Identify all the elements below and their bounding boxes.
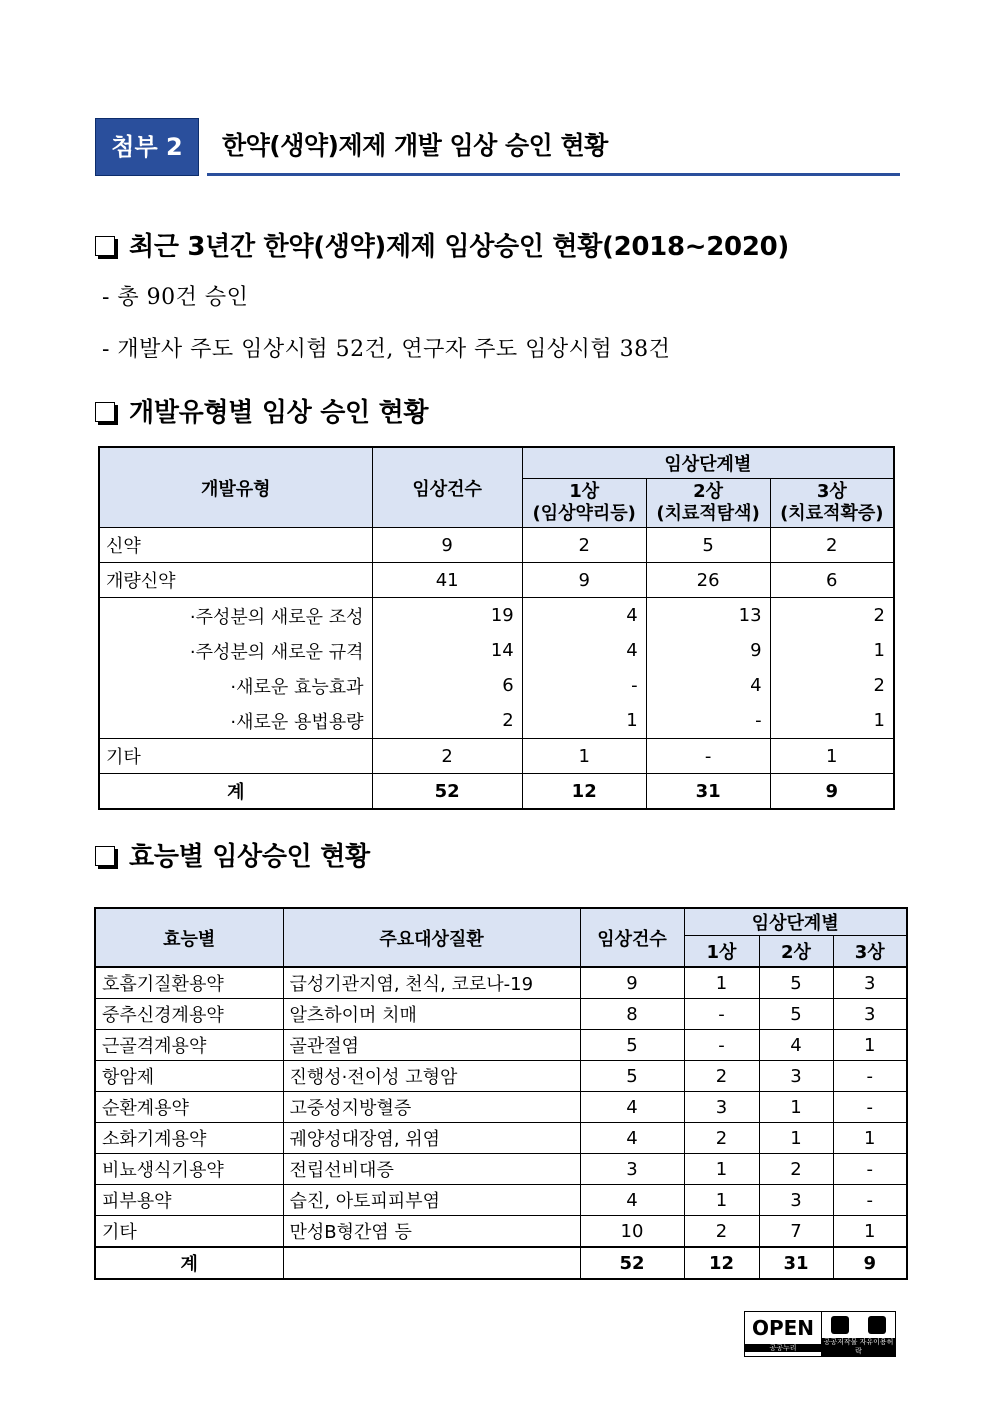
checkbox-icon	[95, 402, 115, 422]
table-total-row: 계 52 12 31 9	[99, 774, 894, 810]
header-efficacy: 효능별	[95, 908, 283, 967]
table-row: ·새로운 효능효과 6 - 4 2	[99, 668, 894, 703]
table-row: 항암제 진행성·전이성 고형암 5 2 3 -	[95, 1061, 907, 1092]
dev-type-table	[98, 446, 895, 810]
header-phase3: 3상 (치료적확증)	[770, 479, 894, 528]
license-text: 공공저작물 자유이용허락	[823, 1338, 894, 1355]
header-phase: 임상단계별	[522, 447, 894, 479]
table-row: 근골격계용약 골관절염 5 - 4 1	[95, 1030, 907, 1061]
table-row: 중추신경계용약 알츠하이머 치매 8 - 5 3	[95, 999, 907, 1030]
title-underline	[207, 173, 900, 176]
header-phase2: 2상 (치료적탐색)	[646, 479, 770, 528]
table-row: ·주성분의 새로운 조성 19 4 13 2	[99, 598, 894, 634]
attachment-badge: 첨부 2	[95, 118, 199, 176]
header-phase3: 3상	[833, 936, 907, 968]
table-row: 개량신약 41 9 26 6	[99, 563, 894, 598]
checkbox-icon	[95, 846, 115, 866]
header-phase1: 1상	[684, 936, 759, 968]
table-row: 기타 2 1 - 1	[99, 739, 894, 774]
section3-heading	[95, 836, 370, 873]
header-phase: 임상단계별	[684, 908, 907, 936]
section2-heading	[95, 392, 428, 429]
header-dev-type: 개발유형	[99, 447, 372, 528]
table-row: 신약 9 2 5 2	[99, 528, 894, 563]
checkbox-icon	[95, 236, 115, 256]
header-count: 임상건수	[580, 908, 684, 967]
table-total-row: 계 52 12 31 9	[95, 1247, 907, 1279]
section1-heading-text: 최근 3년간 한약(생약)제제 임상승인 현황(2018~2020)	[129, 232, 789, 262]
header-disease: 주요대상질환	[283, 908, 580, 967]
open-logo-text: OPEN 공공누리	[745, 1312, 822, 1356]
section3-heading-text: 효능별 임상승인 현황	[129, 842, 370, 872]
page-title: 한약(생약)제제 개발 임상 승인 현황	[222, 131, 608, 160]
table-row: 호흡기질환용약 급성기관지염, 천식, 코로나-19 9 1 5 3	[95, 967, 907, 999]
table-row: ·주성분의 새로운 규격 14 4 9 1	[99, 633, 894, 668]
open-license-logo	[744, 1311, 896, 1357]
table-row: ·새로운 용법용량 2 1 - 1	[99, 703, 894, 739]
bullet-total: - 총 90건 승인	[102, 285, 249, 310]
efficacy-table	[94, 907, 908, 1280]
section1-heading	[95, 226, 789, 263]
noncommercial-icon	[868, 1316, 886, 1334]
bullet-breakdown: - 개발사 주도 임상시험 52건, 연구자 주도 임상시험 38건	[102, 337, 671, 362]
table-row: 기타 만성B형간염 등 10 2 7 1	[95, 1216, 907, 1248]
table-row: 비뇨생식기용약 전립선비대증 3 1 2 -	[95, 1154, 907, 1185]
header-count: 임상건수	[372, 447, 522, 528]
table-row: 순환계용약 고중성지방혈증 4 3 1 -	[95, 1092, 907, 1123]
section2-heading-text: 개발유형별 임상 승인 현황	[129, 398, 429, 428]
header-phase1: 1상 (임상약리등)	[522, 479, 646, 528]
attribution-icon	[831, 1316, 849, 1334]
table-row: 소화기계용약 궤양성대장염, 위염 4 2 1 1	[95, 1123, 907, 1154]
header-phase2: 2상	[759, 936, 833, 968]
table-row: 피부용약 습진, 아토피피부염 4 1 3 -	[95, 1185, 907, 1216]
